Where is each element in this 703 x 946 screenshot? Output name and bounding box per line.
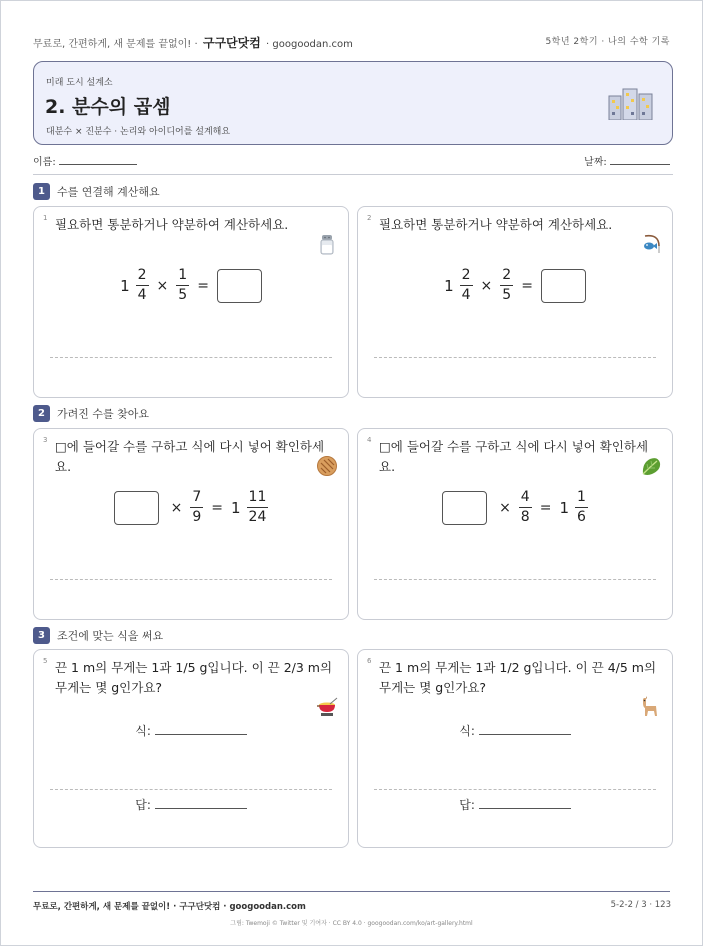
problem-card-4 xyxy=(357,428,673,620)
mixed-whole: 1 xyxy=(444,276,454,295)
problem-question: 끈 1 m의 무게는 1과 1/5 g입니다. 이 끈 2/3 m의 무게는 몇 g인가요? xyxy=(55,660,333,695)
section-number: 1 xyxy=(33,183,50,200)
work-line xyxy=(374,357,656,358)
name-field[interactable] xyxy=(59,155,137,165)
footer-divider xyxy=(33,891,670,892)
header-tagline: 무료로, 간편하게, 새 문제를 끝없이! · xyxy=(33,39,198,50)
page-number: 5-2-2 / 3 · 123 xyxy=(610,900,671,910)
footer-text: 무료로, 간편하게, 새 문제를 끝없이! · 구구단닷컴 · googoodan.com xyxy=(33,902,306,912)
numerator: 11 xyxy=(248,489,267,505)
expression xyxy=(34,267,348,304)
problem-number: 6 xyxy=(367,657,372,665)
numerator: 1 xyxy=(178,267,188,283)
denominator: 8 xyxy=(520,509,530,525)
sik-row xyxy=(34,722,348,739)
fraction xyxy=(519,489,532,526)
page-header xyxy=(33,32,670,50)
divider xyxy=(33,174,673,175)
expression xyxy=(358,267,672,304)
times-operator: × xyxy=(156,277,169,294)
dap-row xyxy=(358,796,672,813)
work-line xyxy=(50,357,332,358)
unit-banner xyxy=(33,61,673,145)
answer-box[interactable] xyxy=(541,269,586,303)
llama-icon xyxy=(640,696,662,718)
equals-operator: = xyxy=(521,277,533,294)
numerator: 2 xyxy=(137,267,147,283)
denominator: 5 xyxy=(502,287,512,303)
denominator: 6 xyxy=(577,509,586,525)
expression xyxy=(358,489,672,526)
denominator: 4 xyxy=(461,287,471,303)
page-title: 2. 분수의 곱셈 xyxy=(45,96,171,118)
name-date-row xyxy=(33,153,670,169)
dap-field[interactable] xyxy=(155,799,247,809)
name-label: 이름: xyxy=(33,157,56,168)
denominator: 4 xyxy=(137,287,147,303)
sik-field[interactable] xyxy=(155,725,247,735)
sik-field[interactable] xyxy=(479,725,571,735)
section-3-header xyxy=(33,627,163,645)
work-line xyxy=(50,579,332,580)
answer-box[interactable] xyxy=(442,491,487,525)
flatbread-icon xyxy=(316,455,338,477)
dap-label: 답: xyxy=(135,798,151,812)
problem-card-6 xyxy=(357,649,673,848)
section-1-header xyxy=(33,183,160,201)
mixed-whole: 1 xyxy=(559,498,569,517)
problem-card-2 xyxy=(357,206,673,398)
problem-card-1 xyxy=(33,206,349,398)
work-line xyxy=(50,789,332,790)
problem-question: □에 들어갈 수를 구하고 식에 다시 넣어 확인하세요. xyxy=(55,439,325,474)
times-operator: × xyxy=(170,499,183,516)
work-line xyxy=(374,579,656,580)
numerator: 2 xyxy=(461,267,471,283)
dap-row xyxy=(34,796,348,813)
equals-operator: = xyxy=(539,499,552,516)
problem-number: 2 xyxy=(367,214,372,222)
sik-label: 식: xyxy=(459,724,475,738)
grade-info: 5학년 2학기 · 나의 수학 기록 xyxy=(545,37,670,47)
mixed-whole: 1 xyxy=(120,276,130,295)
problem-card-3 xyxy=(33,428,349,620)
fraction xyxy=(460,267,473,304)
answer-box[interactable] xyxy=(217,269,262,303)
times-operator: × xyxy=(480,277,493,294)
equals-operator: = xyxy=(211,499,223,516)
sik-row xyxy=(358,722,672,739)
city-buildings-icon xyxy=(608,88,654,120)
problem-question: 필요하면 통분하거나 약분하여 계산하세요. xyxy=(55,217,289,232)
numerator: 4 xyxy=(520,489,530,505)
fraction xyxy=(247,489,269,526)
section-number: 2 xyxy=(33,405,50,422)
fraction xyxy=(136,267,149,304)
brand-name: 구구단닷컴 xyxy=(202,36,261,50)
numerator: 2 xyxy=(502,267,512,283)
image-credit: 그림: Twemoji © Twitter 및 기여자 · CC BY 4.0 · googoodan.com/ko/art-gallery.html xyxy=(230,920,473,927)
dap-field[interactable] xyxy=(479,799,571,809)
date-label: 날짜: xyxy=(584,157,607,168)
salt-shaker-icon xyxy=(316,233,338,255)
section-label: 수를 연결해 계산해요 xyxy=(57,185,160,199)
denominator: 5 xyxy=(178,287,188,303)
equals-operator: = xyxy=(197,277,209,294)
expression xyxy=(34,489,348,526)
section-label: 가려진 수를 찾아요 xyxy=(57,407,150,421)
fraction xyxy=(500,267,513,304)
fraction xyxy=(190,489,203,526)
fraction xyxy=(176,267,189,304)
denominator: 24 xyxy=(248,509,267,525)
times-operator: × xyxy=(499,499,511,516)
numerator: 7 xyxy=(192,489,202,505)
fraction xyxy=(575,489,588,526)
fishing-icon xyxy=(640,233,662,255)
mixed-whole: 1 xyxy=(231,498,241,517)
problem-number: 3 xyxy=(43,436,48,444)
problem-question: 끈 1 m의 무게는 1과 1/2 g입니다. 이 끈 4/5 m의 무게는 몇 g인가요? xyxy=(379,660,657,695)
problem-number: 4 xyxy=(367,436,372,444)
dap-label: 답: xyxy=(459,798,475,812)
leafy-green-icon xyxy=(640,455,662,477)
date-field[interactable] xyxy=(610,155,670,165)
fondue-icon xyxy=(316,696,338,718)
problem-question: □에 들어갈 수를 구하고 식에 다시 넣어 확인하세요. xyxy=(379,439,649,474)
problem-number: 5 xyxy=(43,657,48,665)
sik-label: 식: xyxy=(135,724,151,738)
problem-number: 1 xyxy=(43,214,48,222)
problem-card-5 xyxy=(33,649,349,848)
banner-subtitle: 대분수 × 진분수 · 논리와 아이디어를 설계해요 xyxy=(46,127,231,137)
section-number: 3 xyxy=(33,627,50,644)
work-line xyxy=(374,789,656,790)
denominator: 9 xyxy=(192,509,202,525)
answer-box[interactable] xyxy=(114,491,159,525)
site-url: · googoodan.com xyxy=(266,39,353,50)
problem-question: 필요하면 통분하거나 약분하여 계산하세요. xyxy=(379,217,613,232)
section-label: 조건에 맞는 식을 써요 xyxy=(57,629,164,643)
banner-kicker: 미래 도시 설계소 xyxy=(46,78,113,88)
section-2-header xyxy=(33,405,149,423)
numerator: 1 xyxy=(577,489,586,505)
